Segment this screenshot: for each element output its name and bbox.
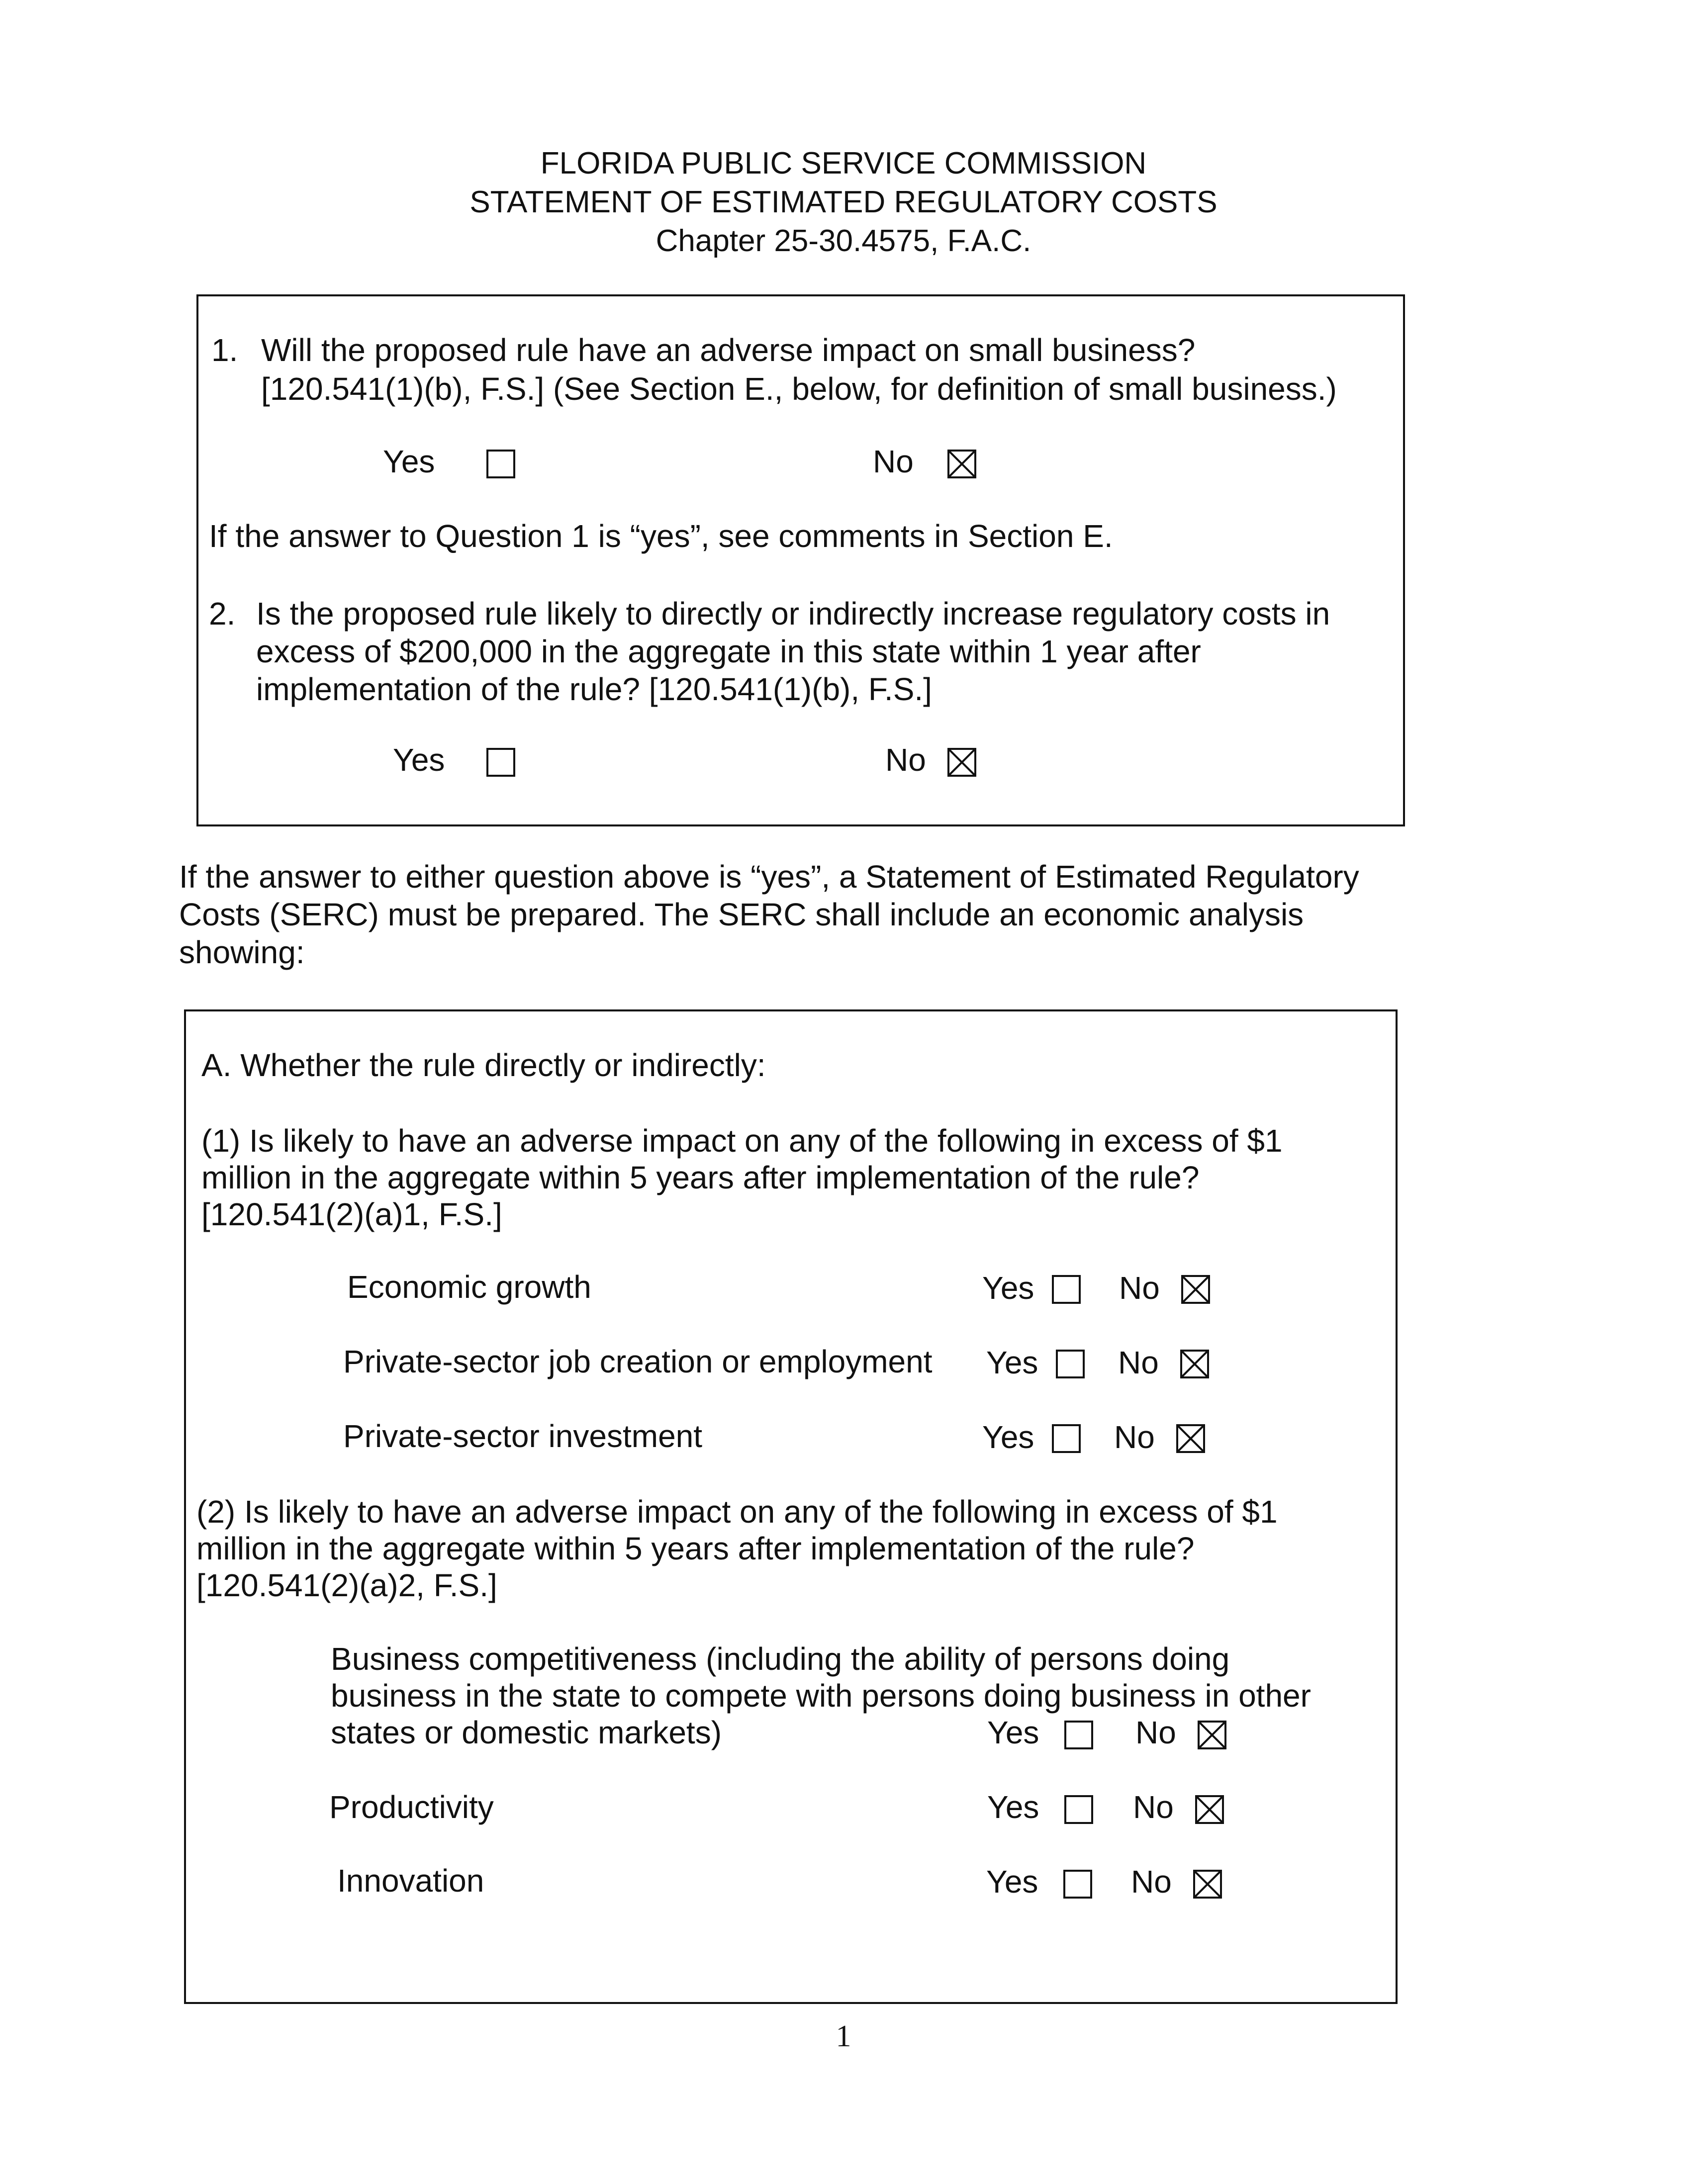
innovation-label: Innovation [337, 1863, 484, 1899]
q1-yes-label: Yes [383, 444, 435, 479]
innovation-yes-label: Yes [986, 1864, 1038, 1900]
part2-line3: [120.541(2)(a)2, F.S.] [196, 1567, 497, 1603]
q2-text-line1: Is the proposed rule likely to directly or indirectly increase regulatory costs in [256, 596, 1330, 632]
innovation-no-checkbox[interactable] [1193, 1870, 1222, 1899]
q2-yes-label: Yes [393, 742, 445, 778]
job-creation-label: Private-sector job creation or employment [343, 1344, 933, 1379]
q1-no-label: No [873, 444, 914, 479]
productivity-no-label: No [1133, 1789, 1174, 1825]
economic-growth-no-checkbox[interactable] [1181, 1275, 1210, 1304]
serc-instruction-line2: Costs (SERC) must be prepared. The SERC shall include an economic analysis [179, 897, 1304, 932]
header-title: FLORIDA PUBLIC SERVICE COMMISSION [540, 146, 1147, 181]
part2-line2: million in the aggregate within 5 years after implementation of the rule? [196, 1531, 1195, 1566]
part1-line1: (1) Is likely to have an adverse impact on any of the following in excess of $1 [201, 1123, 1283, 1159]
productivity-no-checkbox[interactable] [1195, 1795, 1224, 1824]
q1-note: If the answer to Question 1 is “yes”, see comments in Section E. [209, 518, 1113, 554]
investment-yes-label: Yes [982, 1419, 1034, 1455]
part2-line1: (2) Is likely to have an adverse impact on any of the following in excess of $1 [196, 1494, 1278, 1530]
innovation-yes-checkbox[interactable] [1063, 1870, 1092, 1899]
economic-growth-label: Economic growth [347, 1269, 591, 1305]
investment-no-checkbox[interactable] [1176, 1424, 1205, 1453]
economic-growth-yes-checkbox[interactable] [1052, 1275, 1081, 1304]
economic-growth-no-label: No [1119, 1270, 1160, 1306]
q2-no-label: No [885, 742, 926, 778]
header-subtitle: STATEMENT OF ESTIMATED REGULATORY COSTS [469, 185, 1218, 219]
q1-number: 1. [211, 332, 238, 368]
competitiveness-label-line3: states or domestic markets) [331, 1715, 722, 1750]
economic-growth-yes-label: Yes [982, 1270, 1034, 1306]
job-creation-yes-label: Yes [986, 1345, 1038, 1380]
investment-no-label: No [1114, 1419, 1155, 1455]
q2-text-line2: excess of $200,000 in the aggregate in this state within 1 year after [256, 634, 1201, 669]
section-a-heading: A. Whether the rule directly or indirectly: [201, 1047, 766, 1083]
innovation-no-label: No [1131, 1864, 1172, 1900]
header-chapter: Chapter 25-30.4575, F.A.C. [656, 224, 1031, 258]
competitiveness-no-checkbox[interactable] [1198, 1721, 1226, 1749]
q1-text-line1: Will the proposed rule have an adverse impact on small business? [261, 332, 1196, 368]
job-creation-yes-checkbox[interactable] [1056, 1350, 1085, 1378]
serc-instruction-line3: showing: [179, 934, 305, 970]
q2-yes-checkbox[interactable] [486, 748, 515, 777]
part1-line2: million in the aggregate within 5 years after implementation of the rule? [201, 1160, 1200, 1195]
competitiveness-yes-checkbox[interactable] [1064, 1721, 1093, 1749]
job-creation-no-checkbox[interactable] [1180, 1350, 1209, 1378]
competitiveness-yes-label: Yes [987, 1715, 1039, 1750]
q2-no-checkbox[interactable] [947, 748, 976, 777]
page-number: 1 [836, 2019, 851, 2053]
productivity-yes-label: Yes [987, 1789, 1039, 1825]
competitiveness-label-line1: Business competitiveness (including the ability of persons doing [331, 1641, 1230, 1677]
competitiveness-no-label: No [1135, 1715, 1176, 1750]
productivity-label: Productivity [329, 1789, 494, 1825]
job-creation-no-label: No [1118, 1345, 1159, 1380]
q2-text-line3: implementation of the rule? [120.541(1)(b), F.S.] [256, 671, 932, 707]
investment-yes-checkbox[interactable] [1052, 1424, 1081, 1453]
part1-line3: [120.541(2)(a)1, F.S.] [201, 1196, 502, 1232]
q1-yes-checkbox[interactable] [486, 450, 515, 478]
productivity-yes-checkbox[interactable] [1064, 1795, 1093, 1824]
investment-label: Private-sector investment [343, 1418, 703, 1454]
competitiveness-label-line2: business in the state to compete with persons doing business in other [331, 1678, 1311, 1714]
q1-text-line2: [120.541(1)(b), F.S.] (See Section E., below, for definition of small business.) [261, 371, 1337, 407]
q2-number: 2. [209, 596, 236, 632]
q1-no-checkbox[interactable] [947, 450, 976, 478]
serc-instruction-line1: If the answer to either question above is “yes”, a Statement of Estimated Regulatory [179, 859, 1359, 895]
